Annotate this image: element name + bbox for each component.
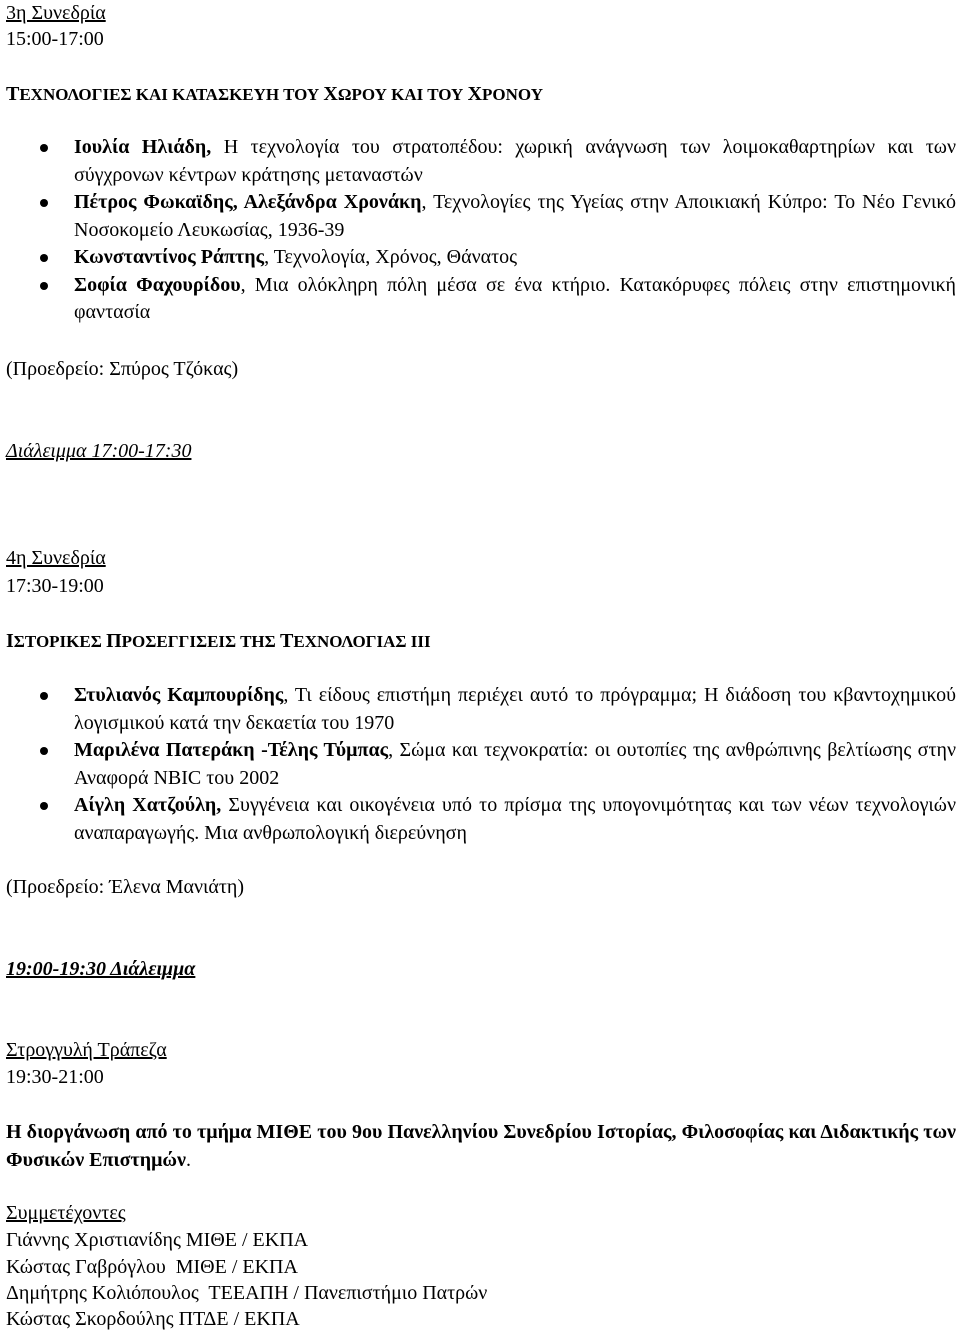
session3-time: 15:00-17:00 bbox=[6, 28, 104, 50]
roundtable-title: Στρογγυλή Τράπεζα bbox=[6, 1039, 167, 1061]
session3-talk-list bbox=[6, 134, 956, 327]
session3-theme: ΤΕΧΝΟΛΟΓΙΕΣ ΚΑΙ ΚΑΤΑΣΚΕΥΗ ΤΟΥ ΧΩΡΟΥ ΚΑΙ ΤΟΥ ΧΡΟΝΟΥ bbox=[6, 83, 543, 105]
list-item: Κωνσταντίνος Ράπτης, Τεχνολογία, Χρόνος, Θάνατος bbox=[6, 244, 956, 272]
list-item: Σοφία Φαχουρίδου, Μια ολόκληρη πόλη μέσα σε ένα κτήριο. Κατακόρυφες πόλεις στην επιστημονική φαντασία bbox=[6, 272, 956, 327]
break-2: 19:00-19:30 Διάλειμμα bbox=[6, 958, 196, 980]
session4-talk-list bbox=[6, 682, 956, 847]
break-1: Διάλειμμα 17:00-17:30 bbox=[6, 440, 192, 462]
roundtable-time: 19:30-21:00 bbox=[6, 1066, 104, 1088]
session3-title: 3η Συνεδρία bbox=[6, 2, 106, 24]
participants-title: Συμμετέχοντες bbox=[6, 1202, 126, 1224]
list-item: Ιουλία Ηλιάδη, Η τεχνολογία του στρατοπέδου: χωρική ανάγνωση των λοιμοκαθαρτηρίων και των σύγχρονων κέντρων κράτησης μεταναστών bbox=[6, 134, 956, 189]
list-item: Αίγλη Χατζούλη, Συγγένεια και οικογένεια υπό το πρίσμα της υπογονιμότητας και των νέων τεχνολογιών αναπαραγωγής. Μια ανθρωπολογική διερεύνηση bbox=[6, 792, 956, 847]
session4-chair: (Προεδρείο: Έλενα Μανιάτη) bbox=[6, 876, 245, 898]
participant-item: Κώστας Γαβρόγλου ΜΙΘΕ / ΕΚΠΑ bbox=[6, 1256, 298, 1278]
list-item: Μαριλένα Πατεράκη -Τέλης Τύμπας, Σώμα και τεχνοκρατία: οι ουτοπίες της ανθρώπινης βελτίωσης στην Αναφορά NBIC του 2002 bbox=[6, 737, 956, 792]
participant-item: Κώστας Σκορδούλης ΠΤΔΕ / ΕΚΠΑ bbox=[6, 1308, 300, 1330]
session4-theme: ΙΣΤΟΡΙΚΕΣ ΠΡΟΣΕΓΓΙΣΕΙΣ ΤΗΣ ΤΕΧΝΟΛΟΓΙΑΣ ΙΙΙ bbox=[6, 630, 431, 652]
roundtable-organization: Η διοργάνωση από το τμήμα ΜΙΘΕ του 9ου Πανελληνίου Συνεδρίου Ιστορίας, Φιλοσοφίας και Διδακτικής των Φυσικών Επιστημών. bbox=[6, 1121, 956, 1171]
list-item: Στυλιανός Καμπουρίδης, Τι είδους επιστήμη περιέχει αυτό το πρόγραμμα; Η διάδοση του κβαντοχημικού λογισμικού κατά την δεκαετία του 1970 bbox=[6, 682, 956, 737]
session4-time: 17:30-19:00 bbox=[6, 575, 104, 597]
session3-chair: (Προεδρείο: Σπύρος Τζόκας) bbox=[6, 358, 239, 380]
session4-title: 4η Συνεδρία bbox=[6, 547, 106, 569]
participant-item: Γιάννης Χριστιανίδης ΜΙΘΕ / ΕΚΠΑ bbox=[6, 1229, 309, 1251]
list-item: Πέτρος Φωκαϊδης, Αλεξάνδρα Χρονάκη, Τεχνολογίες της Υγείας στην Αποικιακή Κύπρο: Το Νέο Γενικό Νοσοκομείο Λευκωσίας, 1936-39 bbox=[6, 189, 956, 244]
participant-item: Δημήτρης Κολιόπουλος ΤΕΕΑΠΗ / Πανεπιστήμιο Πατρών bbox=[6, 1282, 488, 1304]
